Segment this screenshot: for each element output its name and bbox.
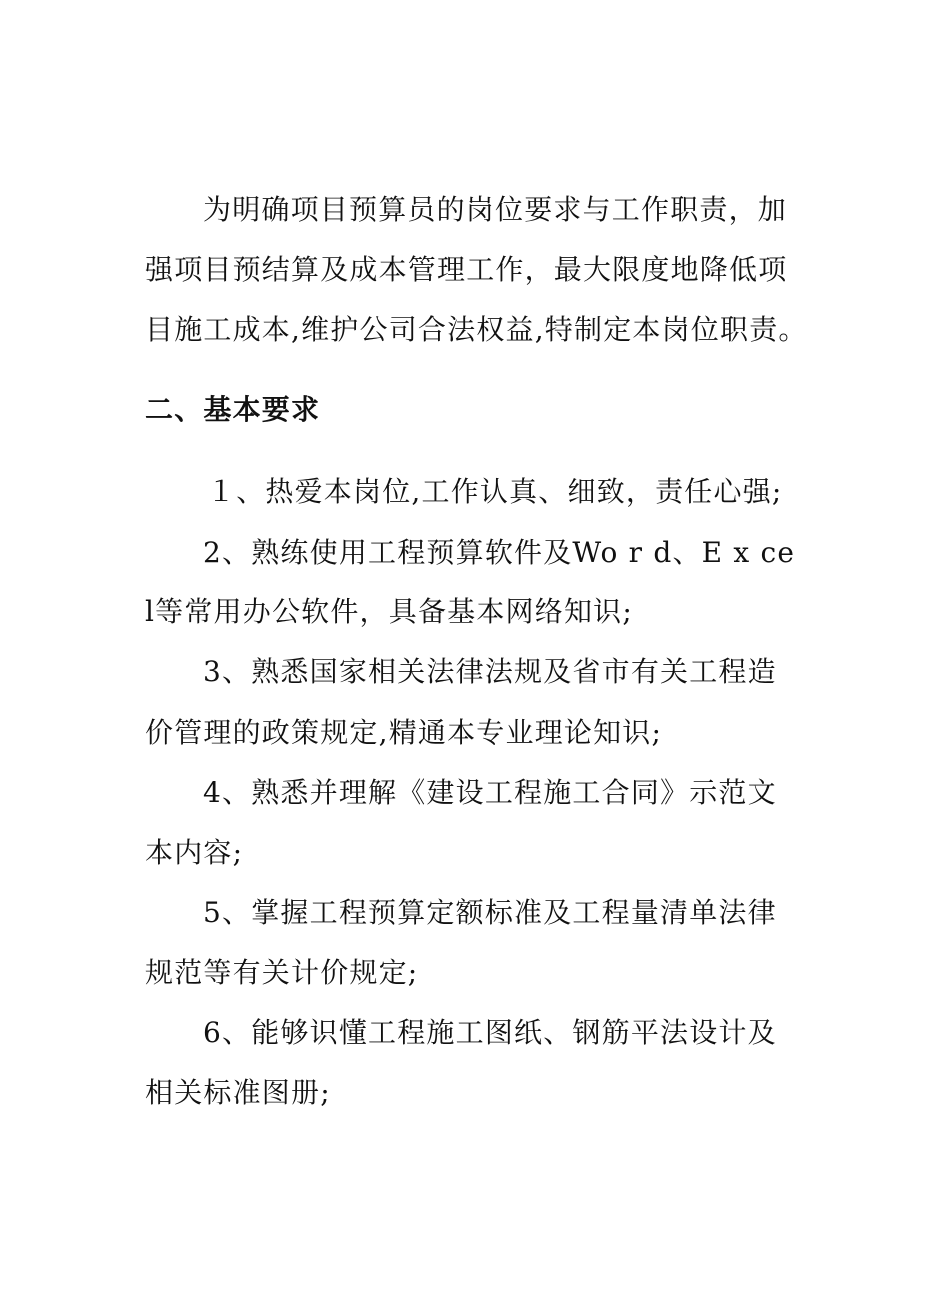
requirement-2-line-1: 2、熟练使用工程预算软件及Wo r d、E x ce [203,536,796,569]
requirement-2-line-2: l等常用办公软件，具备基本网络知识; [145,595,633,628]
requirement-3-line-2: 价管理的政策规定,精通本专业理论知识; [145,716,663,749]
intro-line-3: 目施工成本,维护公司合法权益,特制定本岗位职责。 [145,313,808,346]
section-heading: 二、基本要求 [145,393,321,426]
requirement-3-line-1: 3、熟悉国家相关法律法规及省市有关工程造 [203,655,777,688]
requirement-6-line-2: 相关标准图册; [145,1076,331,1109]
requirement-4-line-2: 本内容; [145,836,244,869]
requirement-5-line-2: 规范等有关计价规定; [145,956,419,989]
document-body [145,0,810,1302]
requirement-4-line-1: 4、熟悉并理解《建设工程施工合同》示范文 [203,776,777,809]
intro-line-1: 为明确项目预算员的岗位要求与工作职责，加 [203,193,788,226]
requirement-1-line-1: １、热爱本岗位,工作认真、细致，责任心强; [207,475,783,508]
requirement-5-line-1: 5、掌握工程预算定额标准及工程量清单法律 [203,896,777,929]
requirement-6-line-1: 6、能够识懂工程施工图纸、钢筋平法设计及 [203,1016,777,1049]
intro-line-2: 强项目预结算及成本管理工作，最大限度地降低项 [145,253,788,286]
